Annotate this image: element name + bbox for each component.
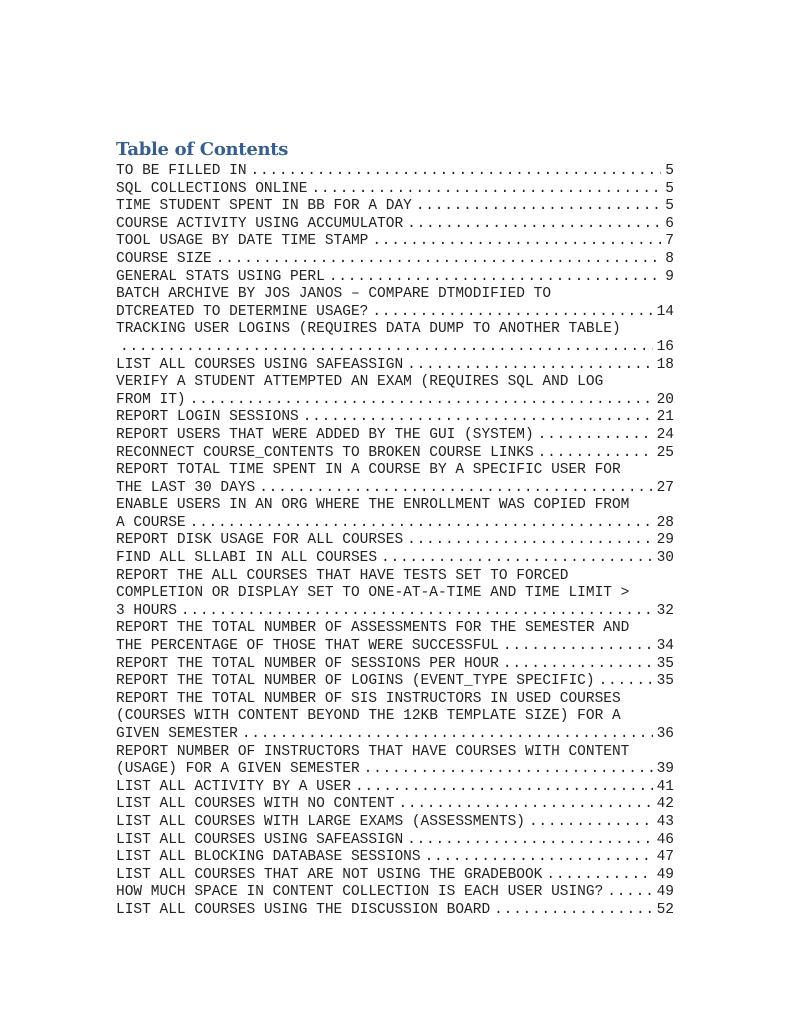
toc-entry-last-line xyxy=(116,445,674,463)
toc-entry[interactable] xyxy=(116,216,674,234)
toc-entry[interactable] xyxy=(116,884,674,902)
toc-entry-title-line: REPORT THE TOTAL NUMBER OF SIS INSTRUCTORS IN USED COURSES xyxy=(116,690,621,707)
toc-entry-title-line: LIST ALL COURSES THAT ARE NOT USING THE GRADEBOOK xyxy=(116,866,543,883)
toc-entry-last-line xyxy=(116,198,674,216)
toc-entry-title-line: REPORT USERS THAT WERE ADDED BY THE GUI (SYSTEM) xyxy=(116,426,534,443)
toc-page-number: 27 xyxy=(656,479,674,496)
toc-entry-title-line: REPORT THE ALL COURSES THAT HAVE TESTS SET TO FORCED xyxy=(116,567,569,584)
toc-entry-title-line: REPORT THE TOTAL NUMBER OF SESSIONS PER HOUR xyxy=(116,655,499,672)
toc-page-number: 49 xyxy=(656,884,674,901)
toc-entry[interactable] xyxy=(116,321,674,356)
toc-entry-last-line xyxy=(116,726,674,744)
toc-entry-title-line: TOOL USAGE BY DATE TIME STAMP xyxy=(116,233,369,250)
toc-entry[interactable] xyxy=(116,251,674,269)
toc-dot-leader xyxy=(242,726,653,744)
toc-dot-leader xyxy=(372,304,652,322)
toc-entry[interactable] xyxy=(116,849,674,867)
toc-list xyxy=(116,163,674,920)
toc-entry[interactable] xyxy=(116,796,674,814)
toc-dot-leader xyxy=(607,884,652,902)
toc-page-number: 35 xyxy=(656,673,674,690)
toc-entry[interactable] xyxy=(116,691,674,744)
toc-entry-title-line: FIND ALL SLLABI IN ALL COURSES xyxy=(116,550,378,567)
toc-entry[interactable] xyxy=(116,181,674,199)
toc-dot-leader xyxy=(599,673,653,691)
toc-entry[interactable] xyxy=(116,427,674,445)
toc-page-number: 36 xyxy=(656,726,674,742)
toc-entry-title-line: COURSE SIZE xyxy=(116,250,212,267)
toc-entry-last-line xyxy=(116,656,674,674)
toc-dot-leader xyxy=(190,392,653,410)
toc-entry[interactable] xyxy=(116,902,674,920)
toc-entry-title-line: REPORT NUMBER OF INSTRUCTORS THAT HAVE COURSES WITH CONTENT xyxy=(116,743,630,760)
toc-dot-leader xyxy=(407,216,661,234)
toc-entry[interactable] xyxy=(116,462,674,497)
toc-entry-last-line xyxy=(116,532,674,550)
toc-entry-title-line: DTCREATED TO DETERMINE USAGE? xyxy=(116,303,369,320)
toc-entry[interactable] xyxy=(116,374,674,409)
toc-entry-title-line: LIST ALL ACTIVITY BY A USER xyxy=(116,778,351,795)
toc-entry-last-line xyxy=(116,480,674,498)
toc-entry-last-line xyxy=(116,550,674,568)
toc-entry-title-line: LIST ALL COURSES USING THE DISCUSSION BOARD xyxy=(116,901,491,918)
toc-dot-leader xyxy=(120,339,653,357)
toc-dot-leader xyxy=(407,832,652,850)
toc-entry-last-line xyxy=(116,849,674,867)
toc-dot-leader xyxy=(251,163,662,181)
toc-dot-leader xyxy=(503,638,653,656)
toc-dot-leader xyxy=(529,814,653,832)
toc-page-number: 7 xyxy=(665,233,674,250)
toc-entry-title-line: THE LAST 30 DAYS xyxy=(116,479,256,496)
toc-entry-title-line: LIST ALL COURSES WITH LARGE EXAMS (ASSESSMENTS) xyxy=(116,813,525,830)
toc-entry-last-line xyxy=(116,181,674,199)
toc-heading: Table of Contents xyxy=(116,139,289,160)
toc-page-number: 6 xyxy=(665,215,674,232)
toc-entry-title-line: REPORT THE TOTAL NUMBER OF LOGINS (EVENT_TYPE SPECIFIC) xyxy=(116,673,595,690)
toc-page-number: 43 xyxy=(656,813,674,830)
toc-entry-title-line: FROM IT) xyxy=(116,391,186,408)
toc-entry[interactable] xyxy=(116,409,674,427)
toc-entry-last-line xyxy=(116,884,674,902)
toc-entry-title-line: TO BE FILLED IN xyxy=(116,163,247,179)
toc-entry-title-line: LIST ALL COURSES USING SAFEASSIGN xyxy=(116,356,404,373)
toc-entry-last-line xyxy=(116,673,674,691)
toc-entry-title-line: LIST ALL COURSES WITH NO CONTENT xyxy=(116,796,395,813)
toc-entry[interactable] xyxy=(116,744,674,779)
toc-page-number: 21 xyxy=(656,409,674,426)
toc-entry-last-line xyxy=(116,515,674,533)
toc-entry-title-line: REPORT THE TOTAL NUMBER OF ASSESSMENTS FOR THE SEMESTER AND xyxy=(116,620,630,637)
toc-entry-title-line: LIST ALL BLOCKING DATABASE SESSIONS xyxy=(116,849,421,866)
toc-dot-leader xyxy=(329,269,661,287)
toc-entry-title-line: BATCH ARCHIVE BY JOS JANOS – COMPARE DTMODIFIED TO xyxy=(116,286,552,303)
toc-entry-last-line xyxy=(116,163,674,181)
toc-entry[interactable] xyxy=(116,673,674,691)
toc-page-number: 52 xyxy=(656,901,674,918)
toc-page-number: 9 xyxy=(665,268,674,285)
toc-page-number: 5 xyxy=(665,198,674,215)
toc-entry-last-line xyxy=(116,638,674,656)
toc-dot-leader xyxy=(407,357,652,375)
toc-entry-last-line xyxy=(116,603,674,621)
toc-entry[interactable] xyxy=(116,163,674,181)
toc-page-number: 5 xyxy=(665,180,674,197)
toc-entry-last-line xyxy=(116,409,674,427)
toc-entry-title-line: GIVEN SEMESTER xyxy=(116,726,238,742)
toc-page-number: 25 xyxy=(656,444,674,461)
toc-entry-last-line xyxy=(116,251,674,269)
toc-entry-last-line xyxy=(116,357,674,375)
toc-entry-last-line xyxy=(116,814,674,832)
toc-entry-title-line: (USAGE) FOR A GIVEN SEMESTER xyxy=(116,761,360,778)
toc-entry[interactable] xyxy=(116,867,674,885)
toc-dot-leader xyxy=(407,532,652,550)
toc-dot-leader xyxy=(381,550,653,568)
toc-entry-title-line: (COURSES WITH CONTENT BEYOND THE 12KB TEMPLATE SIZE) FOR A xyxy=(116,708,621,725)
toc-dot-leader xyxy=(546,867,652,885)
toc-page-number: 24 xyxy=(656,426,674,443)
toc-page-number: 30 xyxy=(656,550,674,567)
toc-entry[interactable] xyxy=(116,445,674,463)
toc-entry-title-line: TIME STUDENT SPENT IN BB FOR A DAY xyxy=(116,198,412,215)
toc-entry-last-line xyxy=(116,902,674,920)
toc-dot-leader xyxy=(372,233,661,251)
toc-page-number: 35 xyxy=(656,655,674,672)
toc-entry-title-line: HOW MUCH SPACE IN CONTENT COLLECTION IS EACH USER USING? xyxy=(116,884,604,901)
toc-dot-leader xyxy=(303,409,653,427)
toc-entry-last-line xyxy=(116,269,674,287)
toc-entry-title-line: SQL COLLECTIONS ONLINE xyxy=(116,180,308,197)
toc-page-number: 49 xyxy=(656,866,674,883)
toc-dot-leader xyxy=(311,181,661,199)
toc-dot-leader xyxy=(538,427,653,445)
toc-dot-leader xyxy=(538,445,653,463)
toc-page-number: 34 xyxy=(656,638,674,655)
toc-page-number: 28 xyxy=(656,514,674,531)
toc-page-number: 16 xyxy=(656,338,674,355)
toc-dot-leader xyxy=(259,480,652,498)
toc-page-number: 39 xyxy=(656,761,674,778)
toc-entry[interactable] xyxy=(116,550,674,568)
toc-entry-last-line xyxy=(116,392,674,410)
toc-page-number: 32 xyxy=(656,602,674,619)
toc-entry-title-line: REPORT LOGIN SESSIONS xyxy=(116,409,299,426)
toc-dot-leader xyxy=(398,796,652,814)
toc-entry[interactable] xyxy=(116,198,674,216)
toc-dot-leader xyxy=(494,902,652,920)
toc-page-number: 8 xyxy=(665,250,674,267)
toc-dot-leader xyxy=(425,849,653,867)
toc-entry-last-line xyxy=(116,796,674,814)
toc-page-number: 29 xyxy=(656,532,674,549)
toc-page-number: 46 xyxy=(656,831,674,848)
toc-entry[interactable] xyxy=(116,568,674,621)
toc-entry-last-line xyxy=(116,832,674,850)
toc-entry-title-line: ENABLE USERS IN AN ORG WHERE THE ENROLLMENT WAS COPIED FROM xyxy=(116,497,630,514)
toc-entry-title-line: COURSE ACTIVITY USING ACCUMULATOR xyxy=(116,215,404,232)
toc-page-number: 47 xyxy=(656,849,674,866)
toc-entry[interactable] xyxy=(116,832,674,850)
toc-entry-title-line: LIST ALL COURSES USING SAFEASSIGN xyxy=(116,831,404,848)
toc-entry-title-line: THE PERCENTAGE OF THOSE THAT WERE SUCCESSFUL xyxy=(116,638,499,655)
toc-entry-last-line xyxy=(116,339,674,357)
toc-entry-last-line xyxy=(116,216,674,234)
toc-dot-leader xyxy=(216,251,662,269)
toc-dot-leader xyxy=(190,515,653,533)
toc-entry[interactable] xyxy=(116,814,674,832)
toc-entry-last-line xyxy=(116,779,674,797)
toc-entry[interactable] xyxy=(116,620,674,655)
toc-entry[interactable] xyxy=(116,656,674,674)
toc-dot-leader xyxy=(416,198,661,216)
toc-page-number: 42 xyxy=(656,796,674,813)
toc-dot-leader xyxy=(364,761,653,779)
toc-entry-title-line: VERIFY A STUDENT ATTEMPTED AN EXAM (REQUIRES SQL AND LOG xyxy=(116,374,604,391)
toc-entry-last-line xyxy=(116,867,674,885)
toc-entry-title-line: REPORT DISK USAGE FOR ALL COURSES xyxy=(116,532,404,549)
toc-entry-title-line: REPORT TOTAL TIME SPENT IN A COURSE BY A SPECIFIC USER FOR xyxy=(116,462,621,479)
toc-entry-title-line: TRACKING USER LOGINS (REQUIRES DATA DUMP TO ANOTHER TABLE) xyxy=(116,321,621,338)
toc-entry-title-line: COMPLETION OR DISPLAY SET TO ONE-AT-A-TIME AND TIME LIMIT > xyxy=(116,585,630,602)
toc-page-number: 20 xyxy=(656,391,674,408)
toc-entry[interactable] xyxy=(116,233,674,251)
toc-entry[interactable] xyxy=(116,357,674,375)
toc-entry-title-line: A COURSE xyxy=(116,514,186,531)
toc-entry[interactable] xyxy=(116,779,674,797)
toc-page-number: 14 xyxy=(656,303,674,320)
toc-dot-leader xyxy=(181,603,653,621)
toc-entry[interactable] xyxy=(116,497,674,532)
toc-dot-leader xyxy=(355,779,653,797)
toc-page-number: 5 xyxy=(665,163,674,179)
toc-entry[interactable] xyxy=(116,286,674,321)
toc-entry-title-line: GENERAL STATS USING PERL xyxy=(116,268,325,285)
toc-page-number: 18 xyxy=(656,356,674,373)
toc-entry-title-line: RECONNECT COURSE_CONTENTS TO BROKEN COURSE LINKS xyxy=(116,444,534,461)
toc-dot-leader xyxy=(503,656,653,674)
toc-entry-last-line xyxy=(116,427,674,445)
toc-entry-last-line xyxy=(116,304,674,322)
toc-entry[interactable] xyxy=(116,269,674,287)
toc-entry-title-line: 3 HOURS xyxy=(116,602,177,619)
toc-entry-last-line xyxy=(116,233,674,251)
toc-page-number: 41 xyxy=(656,778,674,795)
toc-entry-last-line xyxy=(116,761,674,779)
toc-entry[interactable] xyxy=(116,532,674,550)
